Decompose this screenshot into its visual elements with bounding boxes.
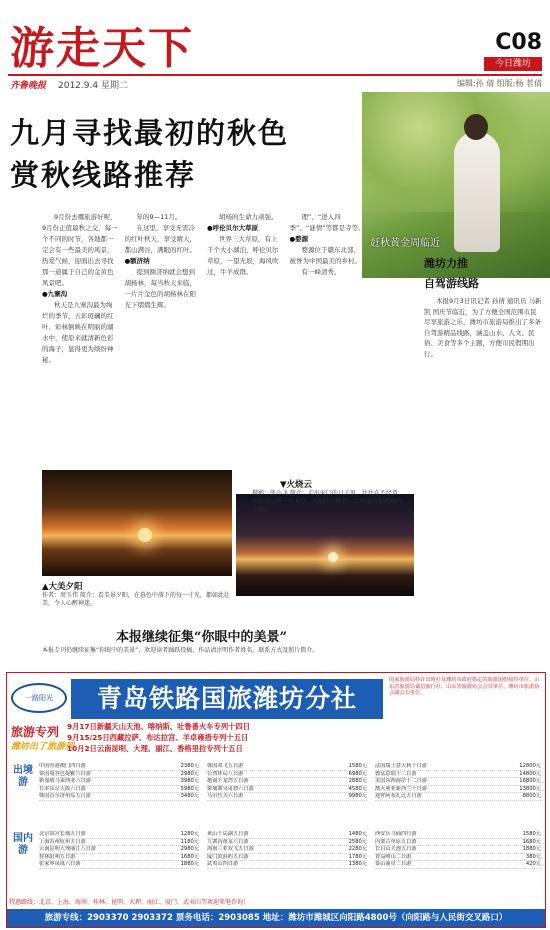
table-row — [39, 786, 199, 794]
table-cell: 中国香港澳门四日游 — [39, 763, 86, 769]
table-cell: 云南昆明大理丽江八日游 — [39, 846, 97, 853]
table-row — [207, 839, 367, 847]
table-cell: 九寨沟黄龙六日游 — [207, 838, 249, 845]
table-row — [207, 793, 367, 801]
table-row — [207, 786, 367, 794]
price-table-outbound-right — [375, 763, 541, 801]
article-headline — [10, 112, 340, 196]
price-table-domestic-mid — [207, 831, 367, 869]
table-cell: 日本东京大阪六日游 — [39, 785, 86, 792]
section-title: ●额济纳 — [124, 257, 150, 265]
sidebar-text: 本报9月3日讯记者 孙倩 通讯员 马新凯 国庆节临近，为了方便全国范围市民尽享旅游之乐，潍坊市旅游局推出了多条自驾游精品线路，涵盖山水、人文、民俗、美食等多个主题，方便市民假期出行。 — [424, 297, 542, 358]
table-cell: 420元 — [525, 861, 541, 868]
table-cell: 泰山曲阜二日游 — [375, 861, 412, 868]
issue-date: 2012.9.4 星期二 — [58, 81, 128, 91]
table-cell: 西安兵马俑四日游 — [375, 831, 417, 837]
category-outbound: 出境游 — [13, 765, 33, 788]
table-cell: 12800元 — [519, 763, 541, 769]
headline-line-1: 九月寻找最初的秋色 — [10, 116, 290, 150]
table-row — [207, 854, 367, 862]
section-title: ●九寨沟 — [42, 290, 68, 298]
ad-tag: 旅游专列 — [11, 725, 60, 739]
table-cell: 越南下龙湾五日游 — [207, 778, 249, 785]
ad-contact-bar: 旅游专线：2903370 2903372 票务电话：2903085 地址：潍坊市潍城区向阳路4800号（向阳路与人民街交叉路口） — [7, 909, 545, 927]
table-cell: 迪拜阿布扎比五日游 — [375, 793, 422, 800]
paragraph: 在这里，享受无需冷的红叶秋天，享受晴天，都山满谷，满眼的红叶。 — [124, 224, 196, 254]
table-row — [375, 793, 541, 801]
table-cell: 6980元 — [348, 770, 367, 777]
paragraph: 有一峰清秀。 — [301, 268, 341, 276]
table-row — [39, 793, 199, 801]
table-row — [39, 763, 199, 771]
sidebar-heading — [424, 254, 479, 294]
table-cell: 16800元 — [519, 778, 541, 785]
sidebar-heading-line-2: 自驾游线路 — [424, 277, 479, 290]
table-cell: 8800元 — [522, 793, 541, 800]
sun-graphic — [138, 528, 152, 542]
table-cell: 380元 — [525, 853, 541, 860]
page-title: 游走天下 — [10, 23, 194, 74]
paper-name: 齐鲁晚报 — [10, 81, 47, 91]
table-row — [375, 786, 541, 794]
table-row — [207, 861, 367, 869]
editors-line: 编辑:孙 倩 组版:杨 茗倩 — [456, 79, 542, 88]
table-cell: 1780元 — [348, 853, 367, 860]
table-cell: 美国东西海岸十二日游 — [375, 778, 427, 785]
table-cell: 1480元 — [348, 831, 367, 837]
table-row — [207, 846, 367, 854]
category-domestic: 国内游 — [13, 833, 33, 856]
table-row — [39, 771, 199, 779]
paragraph: 理”、“进入四季”、“谜情”等都是寺等。 — [289, 213, 365, 232]
table-cell: 1680元 — [180, 853, 199, 860]
hero-caption: 赶秋黄金周临近 — [370, 238, 440, 249]
route-item: 9月17日新疆天山天池、喀纳斯、吐鲁番火车专列十四日 — [67, 722, 251, 731]
photo-caption-text: 摄影：张小飞 简介：走出家门的日子里，往往在不经意间看见这样一片天空，太阳的余晖将云层映照得像燃烧的火焰。 — [252, 490, 403, 513]
price-table-domestic-right — [375, 831, 541, 869]
paragraph: 9月份去哪旅游好呢，9月份正值最秋之交，每一个不同的时节，各地都一定会有一些最美的风景，热爱气候，迎面出去寻找那一道属于自己的金黄色风景吧。 — [42, 213, 118, 287]
table-row — [207, 778, 367, 786]
table-cell: 13800元 — [519, 785, 541, 792]
person-head-graphic — [464, 114, 488, 140]
article-column-1 — [42, 212, 119, 467]
table-cell: 2380元 — [180, 763, 199, 769]
sunset-photo — [42, 470, 232, 576]
page-number: C08 — [495, 30, 542, 55]
ad-info: 国家旅游局特许出境社及潍坊市政府指定的旅游团组接待单位、山东省旅游局诚信旅行社、山东省旅游协会会员单位、潍坊市旅游协会副会长单位。 — [389, 677, 540, 696]
table-row — [375, 846, 541, 854]
table-cell: 3480元 — [180, 793, 199, 800]
price-table-domestic-left — [39, 831, 199, 869]
table-cell: 厦门鼓浪屿五日游 — [207, 853, 249, 860]
table-cell: 1380元 — [348, 861, 367, 868]
route-list — [67, 721, 543, 754]
table-cell: 9980元 — [348, 793, 367, 800]
photo-caption-text: 作者：周玉伟 简介：看美景夕阳，在暮色中落下的每一寸光，都如此壮美，令人心醉神迷。 — [42, 592, 230, 607]
table-row — [375, 778, 541, 786]
table-cell: 2580元 — [348, 838, 367, 845]
table-cell: 2880元 — [348, 778, 367, 785]
table-cell: 台湾环岛八日游 — [207, 770, 244, 777]
table-row — [39, 831, 199, 839]
table-row — [375, 854, 541, 862]
price-table-outbound-mid — [207, 763, 367, 801]
headline-line-2: 赏秋线路推荐 — [10, 158, 197, 192]
table-row — [39, 839, 199, 847]
masthead — [0, 0, 550, 90]
ad-tag-secondary: 潍坊出了旅游列 — [11, 742, 75, 752]
ad-footer-note: 特惠路线：北京、上海、海南、桂林、昆明、大理、丽江、厦门、武夷山等欢迎来电咨询！ — [9, 899, 250, 906]
table-row — [375, 771, 541, 779]
table-cell: 澳大利亚新西兰十日游 — [375, 785, 427, 792]
table-row — [375, 861, 541, 869]
table-row — [39, 778, 199, 786]
hero-photo — [362, 92, 550, 278]
route-item: 9月15/25日西藏拉萨、布达拉宫、羊卓雍措专列十五日 — [67, 733, 249, 742]
table-cell: 法国瑞士意大利十日游 — [375, 763, 427, 769]
table-cell: 1880元 — [180, 861, 199, 868]
table-cell: 1280元 — [180, 831, 199, 837]
price-table-outbound-left — [39, 763, 199, 801]
table-cell: 1180元 — [180, 838, 199, 845]
table-cell: 2980元 — [180, 846, 199, 853]
table-cell: 上海苏州杭州五日游 — [39, 838, 86, 845]
person-graphic — [454, 132, 500, 252]
table-cell: 1880元 — [522, 846, 541, 853]
table-cell: 1680元 — [522, 838, 541, 845]
section-title: ●婺源 — [289, 235, 309, 243]
table-cell: 5980元 — [180, 785, 199, 792]
ad-title: 青岛铁路国旅潍坊分社 — [71, 679, 383, 719]
table-cell: 新加坡马来西亚六日游 — [39, 778, 91, 785]
masthead-divider — [8, 74, 542, 76]
table-cell: 黄山千岛湖五日游 — [207, 831, 249, 837]
table-cell: 韩国双飞五日游 — [207, 763, 244, 769]
paragraph: 世界三大草原，有上千个大小湖泊，呼伦贝尔草原，一望无垠，海风吹过，牛羊成群。 — [207, 235, 279, 276]
table-row — [39, 861, 199, 869]
article-column-4 — [290, 212, 367, 467]
table-cell: 长白山天池五日游 — [375, 846, 417, 853]
table-cell: 柬埔寨吴哥窟六日游 — [207, 785, 254, 792]
article-column-2 — [125, 212, 202, 467]
table-row — [39, 846, 199, 854]
table-row — [207, 771, 367, 779]
table-cell: 桂林阳朔五日游 — [39, 853, 76, 860]
table-cell: 内蒙古草原五日游 — [375, 838, 417, 845]
paragraph: 提到额济纳就会想到胡杨林，每当秋天来临，一片片金色的胡杨林在阳光下熠熠生辉。 — [124, 268, 196, 309]
notice-text: 本报专刊仍继续征集“你眼中的美景”，欢迎读者踊跃投稿，作品请注明作者姓名、联系方式及照片简介。 — [42, 647, 319, 654]
section-title: ●呼伦贝尔大草原 — [207, 224, 259, 232]
table-cell: 武夷山四日游 — [207, 861, 239, 868]
table-cell: 2980元 — [180, 770, 199, 777]
table-cell: 德法意瑞十二日游 — [375, 770, 417, 777]
table-row — [375, 831, 541, 839]
article-body — [42, 212, 366, 467]
paragraph: 秋天是九寨沟最为绚烂的季节，五彩斑斓的红叶、彩林倒映在明丽的湖水中，使原来就清新色彩的海子，显得更为缤纷神秘。 — [42, 301, 114, 364]
table-cell: 马尔代夫六日游 — [207, 793, 244, 800]
table-row — [39, 854, 199, 862]
article-column-3 — [207, 212, 284, 467]
table-cell: 3980元 — [180, 778, 199, 785]
table-cell: 4580元 — [348, 785, 367, 792]
table-cell: 青岛崂山二日游 — [375, 853, 412, 860]
travel-ad — [6, 672, 546, 928]
table-cell: 北京故宫长城五日游 — [39, 831, 86, 837]
agency-logo: 一路阳光 — [11, 683, 67, 713]
paragraph: 婺源位于赣东北部，被誉为中国最美的乡村。 — [289, 246, 361, 265]
section-badge: 今日潍坊 — [484, 57, 542, 71]
table-cell: 张家界凤凰六日游 — [39, 861, 81, 868]
table-cell: 海南三亚双飞五日游 — [207, 846, 254, 853]
paragraph: 胡杨的生命力顽强。 — [219, 213, 278, 221]
table-cell: 韩国首尔济州岛五日游 — [39, 793, 91, 800]
callout-title: 本报继续征集“你眼中的美景” — [116, 630, 287, 645]
sidebar-heading-line-1: 潍坊力推 — [424, 257, 468, 270]
table-row — [375, 839, 541, 847]
sun-graphic — [328, 552, 338, 562]
photo-caption-title: ▲大美夕阳 — [42, 582, 83, 592]
photo-caption-title: ▼火烧云 — [280, 480, 313, 490]
table-cell: 2280元 — [348, 846, 367, 853]
table-row — [207, 831, 367, 839]
table-cell: 1580元 — [522, 831, 541, 837]
table-row — [375, 763, 541, 771]
table-row — [207, 763, 367, 771]
table-cell: 1580元 — [348, 763, 367, 769]
table-cell: 泰国曼谷芭提雅六日游 — [39, 770, 91, 777]
route-item: 10月2日云南昆明、大理、丽江、香格里拉专列十五日 — [67, 744, 243, 753]
table-cell: 14800元 — [519, 770, 541, 777]
paragraph: 年的9—11月。 — [136, 213, 182, 221]
